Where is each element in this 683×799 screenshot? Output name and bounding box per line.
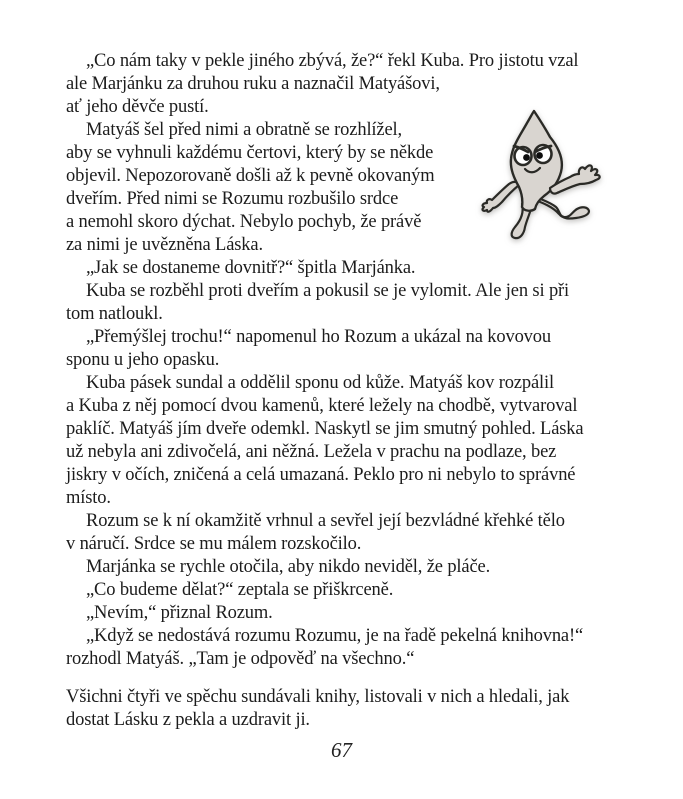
paragraph — [66, 579, 622, 602]
text-line: Marjánka se rychle otočila, aby nikdo neviděl, že pláče. — [86, 557, 491, 577]
text-line: místo. — [66, 488, 111, 508]
text-line: aby se vyhnuli každému čertovi, který by se někde — [66, 143, 434, 163]
text-line: „Co nám taky v pekle jiného zbývá, že?“ řekl Kuba. Pro jistotu vzal — [86, 51, 579, 71]
text-line: Kuba pásek sundal a oddělil sponu od kůže. Matyáš kov rozpálil — [86, 373, 554, 393]
paragraph — [66, 602, 622, 625]
creature-right-pupil — [536, 152, 543, 159]
paragraph — [66, 257, 622, 280]
text-line: ať jeho děvče pustí. — [66, 97, 209, 117]
text-line: „Nevím,“ přiznal Rozum. — [86, 603, 273, 623]
text-line: Rozum se k ní okamžitě vrhnul a sevřel její bezvládné křehké tělo — [86, 511, 565, 531]
page-number: 67 — [331, 738, 352, 762]
text-line: dostat Lásku z pekla a uzdravit ji. — [66, 710, 310, 730]
text-line: objevil. Nepozorovaně došli až k pevně okovaným — [66, 166, 435, 186]
paragraph — [66, 372, 622, 510]
text-line: a nemohl skoro dýchat. Nebylo pochyb, že právě — [66, 212, 422, 232]
text-line: a Kuba z něj pomocí dvou kamenů, které ležely na chodbě, vytvaroval — [66, 396, 578, 416]
text-line: paklíč. Matyáš jím dveře odemkl. Naskytl se jim smutný pohled. Láska — [66, 419, 584, 439]
text-line: jiskry v očích, zničená a celá umazaná. Peklo pro ni nebylo to správné — [66, 465, 576, 485]
text-line: Kuba se rozběhl proti dveřím a pokusil se je vylomit. Ale jen si při — [86, 281, 570, 301]
sneaking-droplet-creature-illustration — [466, 106, 638, 258]
text-line: už nebyla ani zdivočelá, ani něžná. Ležela v prachu na podlaze, bez — [66, 442, 557, 462]
text-line: za nimi je uvězněna Láska. — [66, 235, 263, 255]
text-line: v náručí. Srdce se mu málem rozskočilo. — [66, 534, 362, 554]
text-line: Všichni čtyři ve spěchu sundávali knihy, listovali v nich a hledali, jak — [66, 687, 570, 707]
creature-left-arm — [483, 182, 519, 212]
paragraph — [66, 686, 622, 732]
paragraph — [66, 556, 622, 579]
creature-left-pupil — [523, 154, 530, 161]
paragraph — [66, 280, 622, 326]
text-line: „Co budeme dělat?“ zeptala se přiškrceně. — [86, 580, 394, 600]
text-line: Matyáš šel před nimi a obratně se rozhlížel, — [86, 120, 403, 140]
text-line: „Jak se dostaneme dovnitř?“ špitla Marjánka. — [86, 258, 416, 278]
text-line: „Přemýšlej trochu!“ napomenul ho Rozum a ukázal na kovovou — [86, 327, 551, 347]
paragraph — [66, 510, 622, 556]
text-line: ale Marjánku za druhou ruku a naznačil Matyášovi, — [66, 74, 440, 94]
text-line: rozhodl Matyáš. „Tam je odpověď na všechno.“ — [66, 649, 415, 669]
paragraph — [66, 326, 622, 372]
paragraph — [66, 625, 622, 671]
text-line: „Když se nedostává rozumu Rozumu, je na řadě pekelná knihovna!“ — [86, 626, 584, 646]
text-line: tom natloukl. — [66, 304, 163, 324]
text-line: sponu u jeho opasku. — [66, 350, 220, 370]
text-line: dveřím. Před nimi se Rozumu rozbušilo srdce — [66, 189, 399, 209]
